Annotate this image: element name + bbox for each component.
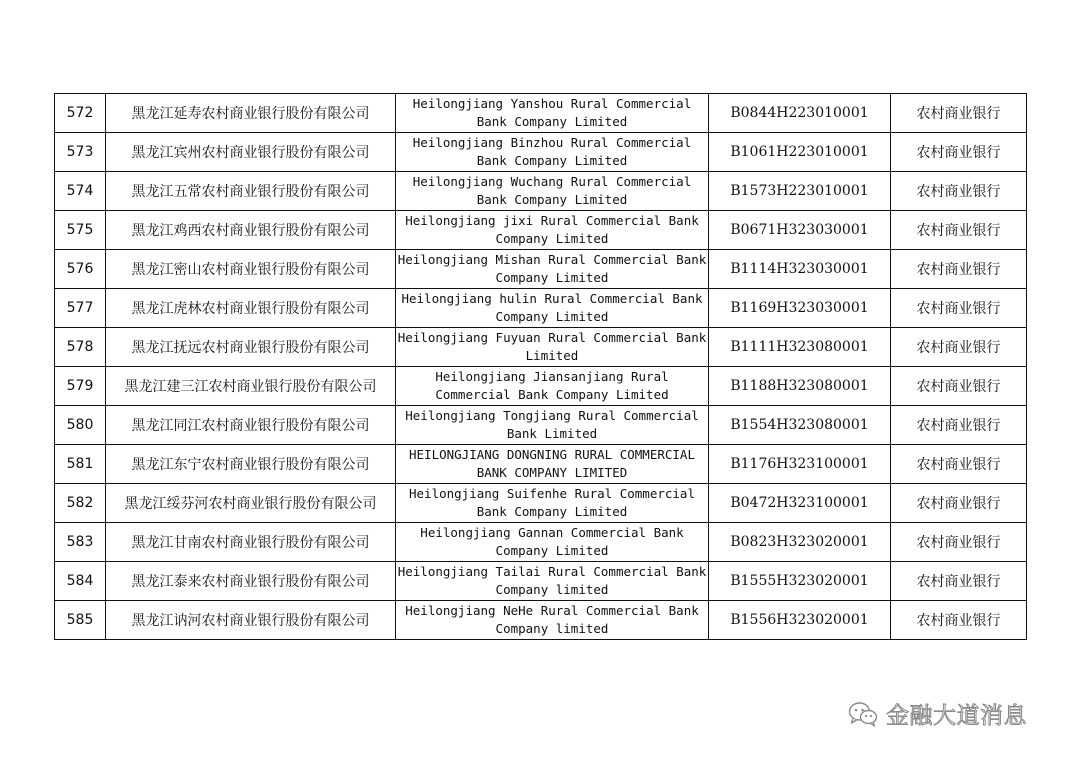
table-row: [55, 562, 1027, 601]
institution-type: 农村商业银行: [891, 367, 1027, 406]
table-row: [55, 445, 1027, 484]
bank-name-chinese: 黑龙江同江农村商业银行股份有限公司: [106, 406, 396, 445]
table-row: [55, 406, 1027, 445]
institution-code: B1111H323080001: [709, 328, 891, 367]
row-number: 581: [55, 445, 106, 484]
bank-name-chinese: 黑龙江密山农村商业银行股份有限公司: [106, 250, 396, 289]
institution-type: 农村商业银行: [891, 562, 1027, 601]
institution-code: B1188H323080001: [709, 367, 891, 406]
table-row: [55, 133, 1027, 172]
bank-name-chinese: 黑龙江鸡西农村商业银行股份有限公司: [106, 211, 396, 250]
institution-type: 农村商业银行: [891, 328, 1027, 367]
bank-name-chinese: 黑龙江泰来农村商业银行股份有限公司: [106, 562, 396, 601]
table-row: [55, 250, 1027, 289]
institution-type: 农村商业银行: [891, 172, 1027, 211]
bank-name-chinese: 黑龙江绥芬河农村商业银行股份有限公司: [106, 484, 396, 523]
wechat-icon: [848, 701, 878, 727]
institution-type: 农村商业银行: [891, 601, 1027, 640]
institution-code: B0844H223010001: [709, 94, 891, 133]
row-number: 573: [55, 133, 106, 172]
bank-name-english: Heilongjiang Wuchang Rural Commercial Bank Company Limited: [396, 172, 709, 211]
institution-type: 农村商业银行: [891, 289, 1027, 328]
row-number: 583: [55, 523, 106, 562]
institution-code: B1176H323100001: [709, 445, 891, 484]
institution-type: 农村商业银行: [891, 133, 1027, 172]
institution-code: B1169H323030001: [709, 289, 891, 328]
table-body: [55, 94, 1027, 640]
row-number: 584: [55, 562, 106, 601]
row-number: 572: [55, 94, 106, 133]
institution-code: B1114H323030001: [709, 250, 891, 289]
table-row: [55, 94, 1027, 133]
bank-name-english: Heilongjiang jixi Rural Commercial Bank Company Limited: [396, 211, 709, 250]
table-row: [55, 367, 1027, 406]
bank-name-english: Heilongjiang Gannan Commercial Bank Company Limited: [396, 523, 709, 562]
bank-name-english: Heilongjiang Suifenhe Rural Commercial Bank Company Limited: [396, 484, 709, 523]
bank-name-chinese: 黑龙江延寿农村商业银行股份有限公司: [106, 94, 396, 133]
bank-name-english: Heilongjiang Jiansanjiang Rural Commercial Bank Company Limited: [396, 367, 709, 406]
row-number: 575: [55, 211, 106, 250]
bank-name-english: Heilongjiang NeHe Rural Commercial Bank Company limited: [396, 601, 709, 640]
watermark-text: 金融大道消息: [886, 703, 1027, 729]
table-row: [55, 211, 1027, 250]
table-row: [55, 172, 1027, 211]
bank-name-chinese: 黑龙江抚远农村商业银行股份有限公司: [106, 328, 396, 367]
table-row: [55, 328, 1027, 367]
bank-name-chinese: 黑龙江虎林农村商业银行股份有限公司: [106, 289, 396, 328]
bank-name-english: Heilongjiang Tongjiang Rural Commercial Bank Limited: [396, 406, 709, 445]
bank-name-english: HEILONGJIANG DONGNING RURAL COMMERCIAL BANK COMPANY LIMITED: [396, 445, 709, 484]
institution-type: 农村商业银行: [891, 445, 1027, 484]
bank-name-chinese: 黑龙江五常农村商业银行股份有限公司: [106, 172, 396, 211]
table-row: [55, 289, 1027, 328]
row-number: 576: [55, 250, 106, 289]
institution-type: 农村商业银行: [891, 484, 1027, 523]
watermark: [848, 697, 1027, 730]
bank-name-english: Heilongjiang Fuyuan Rural Commercial Bank Limited: [396, 328, 709, 367]
bank-name-english: Heilongjiang Binzhou Rural Commercial Bank Company Limited: [396, 133, 709, 172]
bank-name-english: Heilongjiang hulin Rural Commercial Bank Company Limited: [396, 289, 709, 328]
bank-name-chinese: 黑龙江讷河农村商业银行股份有限公司: [106, 601, 396, 640]
row-number: 585: [55, 601, 106, 640]
institution-type: 农村商业银行: [891, 250, 1027, 289]
bank-name-english: Heilongjiang Mishan Rural Commercial Bank Company Limited: [396, 250, 709, 289]
institution-code: B0671H323030001: [709, 211, 891, 250]
institution-type: 农村商业银行: [891, 94, 1027, 133]
row-number: 577: [55, 289, 106, 328]
institution-type: 农村商业银行: [891, 406, 1027, 445]
bank-name-english: Heilongjiang Yanshou Rural Commercial Bank Company Limited: [396, 94, 709, 133]
bank-name-english: Heilongjiang Tailai Rural Commercial Bank Company limited: [396, 562, 709, 601]
institution-type: 农村商业银行: [891, 211, 1027, 250]
table-row: [55, 523, 1027, 562]
bank-name-chinese: 黑龙江建三江农村商业银行股份有限公司: [106, 367, 396, 406]
row-number: 579: [55, 367, 106, 406]
institution-code: B1061H223010001: [709, 133, 891, 172]
institution-code: B1555H323020001: [709, 562, 891, 601]
institution-type: 农村商业银行: [891, 523, 1027, 562]
institution-code: B1573H223010001: [709, 172, 891, 211]
table-row: [55, 601, 1027, 640]
bank-name-chinese: 黑龙江宾州农村商业银行股份有限公司: [106, 133, 396, 172]
row-number: 582: [55, 484, 106, 523]
row-number: 578: [55, 328, 106, 367]
bank-name-chinese: 黑龙江东宁农村商业银行股份有限公司: [106, 445, 396, 484]
institution-code: B1556H323020001: [709, 601, 891, 640]
bank-registry-table: [54, 93, 1027, 640]
institution-code: B1554H323080001: [709, 406, 891, 445]
table-row: [55, 484, 1027, 523]
row-number: 580: [55, 406, 106, 445]
row-number: 574: [55, 172, 106, 211]
institution-code: B0823H323020001: [709, 523, 891, 562]
bank-name-chinese: 黑龙江甘南农村商业银行股份有限公司: [106, 523, 396, 562]
institution-code: B0472H323100001: [709, 484, 891, 523]
